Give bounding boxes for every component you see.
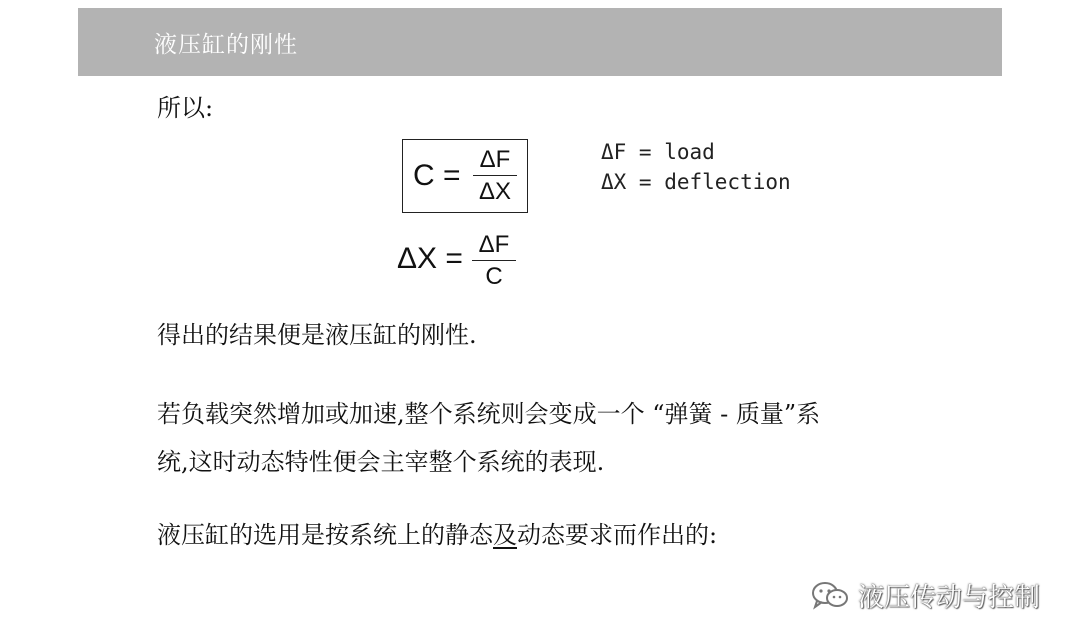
- formula2-denominator: C: [485, 263, 503, 290]
- selection-underlined-word: 及: [493, 521, 517, 549]
- formula1-fraction: [473, 148, 517, 204]
- selection-text-end: 动态要求而作出的:: [517, 521, 718, 549]
- fraction-bar: [472, 260, 516, 261]
- watermark-text: 液压传动与控制: [858, 582, 1041, 613]
- selection-text-start: 液压缸的选用是按系统上的静态: [157, 521, 493, 549]
- result-text: 得出的结果便是液压缸的刚性.: [157, 321, 477, 349]
- wechat-icon: [810, 580, 850, 610]
- formula1-numerator: ΔF: [479, 146, 511, 173]
- watermark: [810, 578, 1040, 612]
- formula2-numerator: ΔF: [478, 231, 510, 258]
- formula2-fraction: [472, 233, 516, 289]
- formula-box: [402, 139, 528, 213]
- formula1-denominator: ΔX: [478, 178, 512, 205]
- page-title: 液压缸的刚性: [154, 32, 298, 58]
- legend-deflection: ΔX = deflection: [601, 170, 791, 194]
- dynamic-text-line2: 统,这时动态特性便会主宰整个系统的表现.: [157, 448, 605, 476]
- dynamic-text-line1: 若负载突然增加或加速,整个系统则会变成一个 “弹簧 - 质量”系: [157, 400, 821, 428]
- formula2-lhs: ΔX =: [397, 242, 463, 275]
- intro-text: 所以:: [157, 94, 214, 122]
- header-bar: [78, 8, 1002, 76]
- fraction-bar: [473, 175, 517, 176]
- legend-load: ΔF = load: [601, 140, 715, 164]
- selection-text: [157, 523, 717, 547]
- formula1-lhs: C =: [413, 159, 461, 192]
